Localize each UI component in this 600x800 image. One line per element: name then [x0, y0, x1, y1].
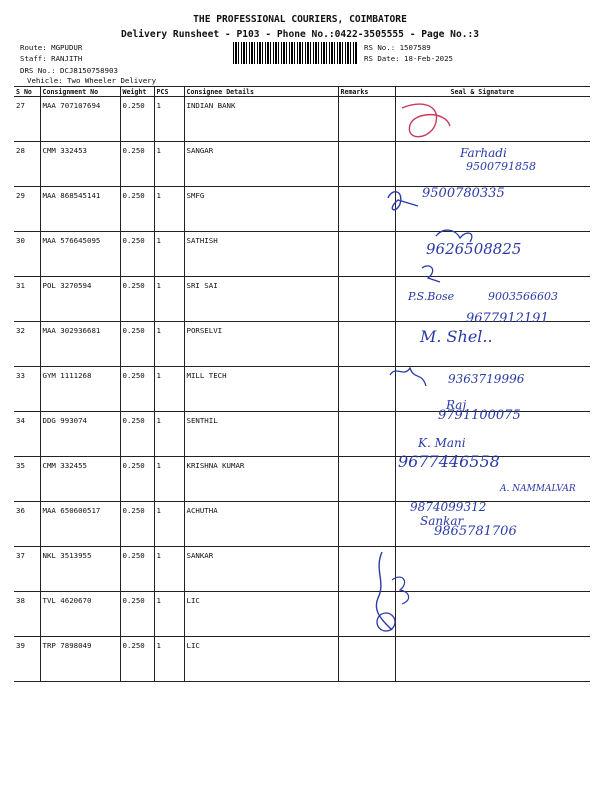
weight-cell: 0.250: [120, 412, 154, 457]
weight-cell: 0.250: [120, 322, 154, 367]
consignee-cell: SMFG: [184, 187, 338, 232]
remarks-cell: [338, 367, 395, 412]
signature-name-row37: Sankar: [420, 514, 464, 528]
drs-number: DRS No.: DCJ8150758903: [20, 66, 118, 75]
consignment-cell: MAA 302936681: [40, 322, 120, 367]
staff-label: Staff: RANJITH: [20, 54, 83, 63]
pcs-cell: 1: [154, 457, 184, 502]
sno-cell: 27: [14, 97, 40, 142]
runsheet-subtitle: Delivery Runsheet - P103 - Phone No.:0422-3505555 - Page No.:3: [120, 29, 480, 40]
col-weight-header: Weight: [120, 87, 154, 97]
sno-cell: 29: [14, 187, 40, 232]
consignment-cell: MAA 576645095: [40, 232, 120, 277]
remarks-cell: [338, 277, 395, 322]
consignee-cell: INDIAN BANK: [184, 97, 338, 142]
consignee-cell: ACHUTHA: [184, 502, 338, 547]
signature-phone-row30: 9626508825: [426, 240, 522, 258]
table-row: [14, 592, 590, 637]
remarks-cell: [338, 232, 395, 277]
consignee-cell: KRISHNA KUMAR: [184, 457, 338, 502]
col-remarks-header: Remarks: [338, 87, 395, 97]
signature-phone-row34: 9791100075: [438, 408, 521, 423]
signature-phone-row31: 9003566603: [488, 290, 558, 303]
consignment-cell: CMM 332453: [40, 142, 120, 187]
remarks-cell: [338, 412, 395, 457]
remarks-cell: [338, 322, 395, 367]
weight-cell: 0.250: [120, 277, 154, 322]
sno-cell: 30: [14, 232, 40, 277]
consignee-cell: SANKAR: [184, 547, 338, 592]
sno-cell: 39: [14, 637, 40, 682]
sno-cell: 33: [14, 367, 40, 412]
sno-cell: 28: [14, 142, 40, 187]
signature-name-row28: Farhadi: [460, 146, 507, 160]
weight-cell: 0.250: [120, 547, 154, 592]
remarks-cell: [338, 547, 395, 592]
consignment-cell: TRP 7898049: [40, 637, 120, 682]
barcode: [233, 42, 357, 64]
signature-phone-row32: 9677912191: [466, 311, 549, 326]
consignee-cell: LIC: [184, 592, 338, 637]
signature-cell: [395, 637, 590, 682]
weight-cell: 0.250: [120, 592, 154, 637]
col-consignment-header: Consignment No: [40, 87, 120, 97]
consignment-cell: TVL 4620670: [40, 592, 120, 637]
signature-phone-row29: 9500780335: [422, 186, 505, 201]
consignee-cell: SANGAR: [184, 142, 338, 187]
consignment-cell: NKL 3513955: [40, 547, 120, 592]
consignee-cell: PORSELVI: [184, 322, 338, 367]
consignment-cell: POL 3270594: [40, 277, 120, 322]
sno-cell: 34: [14, 412, 40, 457]
remarks-cell: [338, 502, 395, 547]
signature-phone-row33: 9363719996: [448, 372, 525, 386]
signature-phone-row28: 9500791858: [466, 160, 536, 173]
pcs-cell: 1: [154, 367, 184, 412]
consignment-cell: DDG 993074: [40, 412, 120, 457]
col-sno-header: S No: [14, 87, 40, 97]
consignment-cell: GYM 1111268: [40, 367, 120, 412]
weight-cell: 0.250: [120, 142, 154, 187]
sno-cell: 31: [14, 277, 40, 322]
company-title: THE PROFESSIONAL COURIERS, COIMBATORE: [193, 14, 407, 25]
consignment-cell: MAA 868545141: [40, 187, 120, 232]
signature-name-row33: M. Shel..: [420, 327, 493, 346]
sno-cell: 38: [14, 592, 40, 637]
signature-name-row34: Raj: [446, 398, 467, 412]
consignee-cell: SENTHIL: [184, 412, 338, 457]
remarks-cell: [338, 187, 395, 232]
remarks-cell: [338, 142, 395, 187]
weight-cell: 0.250: [120, 502, 154, 547]
remarks-cell: [338, 592, 395, 637]
weight-cell: 0.250: [120, 232, 154, 277]
consignment-cell: MAA 707107694: [40, 97, 120, 142]
remarks-cell: [338, 637, 395, 682]
pcs-cell: 1: [154, 547, 184, 592]
table-row: [14, 547, 590, 592]
weight-cell: 0.250: [120, 457, 154, 502]
pcs-cell: 1: [154, 97, 184, 142]
sno-cell: 32: [14, 322, 40, 367]
signature-phone-row35: 9677446558: [398, 452, 500, 471]
col-signature-header: Seal & Signature: [395, 87, 590, 97]
table-header-row: [14, 87, 590, 97]
pcs-cell: 1: [154, 637, 184, 682]
signature-phone-row37: 9865781706: [434, 524, 517, 539]
weight-cell: 0.250: [120, 187, 154, 232]
signature-cell: [395, 547, 590, 592]
weight-cell: 0.250: [120, 367, 154, 412]
signature-phone-row36: 9874099312: [410, 500, 487, 514]
weight-cell: 0.250: [120, 97, 154, 142]
pcs-cell: 1: [154, 277, 184, 322]
pcs-cell: 1: [154, 322, 184, 367]
col-consignee-header: Consignee Details: [184, 87, 338, 97]
remarks-cell: [338, 457, 395, 502]
consignee-cell: MILL TECH: [184, 367, 338, 412]
consignment-cell: MAA 650600517: [40, 502, 120, 547]
table-row: [14, 322, 590, 367]
table-row: [14, 457, 590, 502]
pcs-cell: 1: [154, 142, 184, 187]
consignee-cell: SATHISH: [184, 232, 338, 277]
table-row: [14, 637, 590, 682]
rs-number: RS No.: 1507589: [364, 43, 431, 52]
pcs-cell: 1: [154, 502, 184, 547]
col-pcs-header: PCS: [154, 87, 184, 97]
sno-cell: 36: [14, 502, 40, 547]
pcs-cell: 1: [154, 412, 184, 457]
pcs-cell: 1: [154, 187, 184, 232]
vehicle-label: Vehicle: Two Wheeler Delivery: [27, 76, 157, 85]
consignment-cell: CMM 332455: [40, 457, 120, 502]
signature-cell: [395, 592, 590, 637]
rs-date: RS Date: 18-Feb-2025: [364, 54, 453, 63]
signature-name-row31: P.S.Bose: [408, 290, 455, 303]
sno-cell: 37: [14, 547, 40, 592]
consignee-cell: LIC: [184, 637, 338, 682]
table-row: [14, 97, 590, 142]
pcs-cell: 1: [154, 232, 184, 277]
pcs-cell: 1: [154, 592, 184, 637]
sno-cell: 35: [14, 457, 40, 502]
signature-place-row36: A. NAMMALVAR: [500, 484, 576, 494]
route-label: Route: MGPUDUR: [20, 43, 83, 52]
remarks-cell: [338, 97, 395, 142]
signature-name-row35: K. Mani: [418, 436, 466, 450]
consignee-cell: SRI SAI: [184, 277, 338, 322]
signature-cell: [395, 97, 590, 142]
weight-cell: 0.250: [120, 637, 154, 682]
